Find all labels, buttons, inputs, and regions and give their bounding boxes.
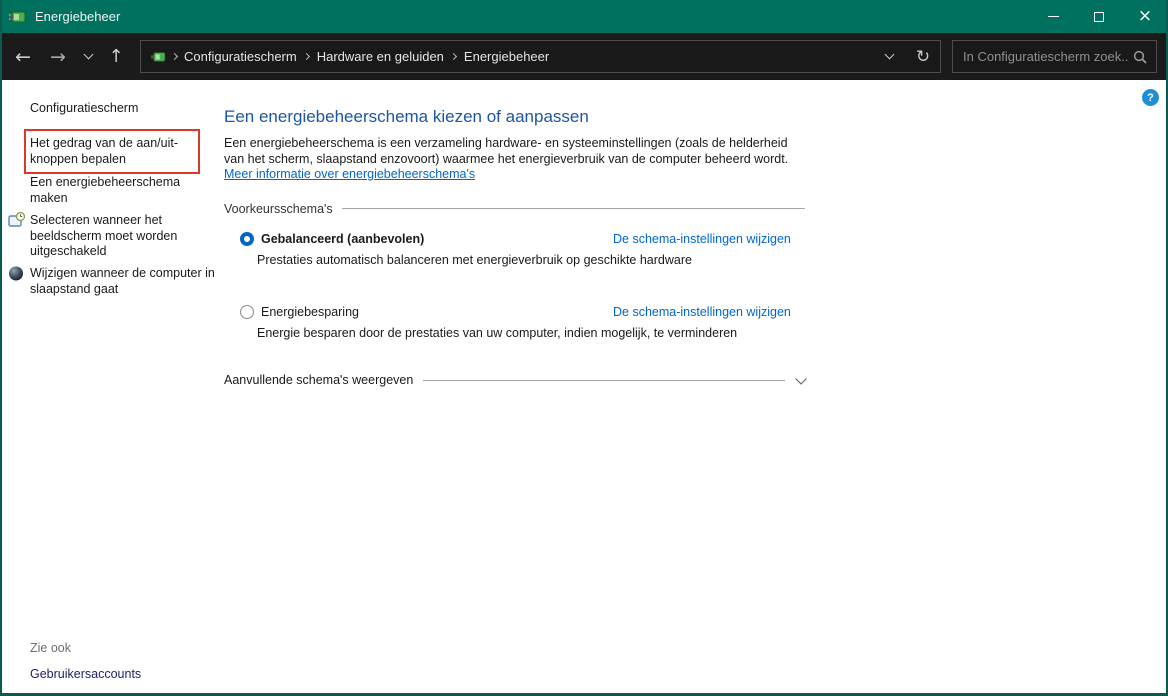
refresh-button[interactable] [906,41,940,72]
breadcrumb-power-options[interactable]: Energiebeheer [463,49,550,64]
forward-button[interactable] [42,33,74,80]
sidebar-item-control-panel-home[interactable]: Configuratiescherm [30,101,139,115]
breadcrumb-hardware-sound[interactable]: Hardware en geluiden [316,49,444,64]
search-icon[interactable] [1133,50,1147,64]
up-button[interactable] [100,33,132,80]
power-options-app-icon [9,9,26,24]
sidebar-item-label: Wijzigen wanneer de computer in slaapstand gaat [30,266,215,296]
plan-description-power-saver: Energie besparen door de prestaties van uw computer, indien mogelijk, te verminderen [257,325,738,340]
sidebar-item-label: Het gedrag van de aan/uit-knoppen bepalen [30,136,179,166]
forward-icon: → [50,45,66,68]
title-bar [0,0,1168,33]
additional-plans-divider [423,380,785,381]
minimize-button[interactable] [1030,0,1076,33]
plan-name-power-saver[interactable]: Energiebesparing [261,304,359,319]
expand-chevron-icon[interactable] [797,370,805,388]
more-info-link[interactable]: Meer informatie over energiebeheerschema's [224,167,476,181]
close-button[interactable] [1122,0,1168,33]
recent-pages-button[interactable] [76,33,100,80]
section-divider [342,208,805,209]
radio-balanced[interactable] [240,232,254,246]
back-icon: ← [15,45,31,68]
address-bar[interactable] [140,40,941,73]
breadcrumb-separator-icon [166,54,182,59]
breadcrumb-power-icon [151,50,166,63]
breadcrumb-separator-icon [299,54,315,59]
help-icon: ? [1147,91,1154,104]
plan-description-balanced: Prestaties automatisch balanceren met energieverbruik op geschikte hardware [257,252,692,267]
description-text: Een energiebeheerschema is een verzameling hardware- en systeeminstellingen (zoals de helderheid van het scherm, slaapstand enzovoort) waarmee het energieverbruik van de computer beheerd wordt. [224,136,789,166]
plan-name-balanced[interactable]: Gebalanceerd (aanbevolen) [261,231,425,246]
sidebar-item-user-accounts[interactable]: Gebruikersaccounts [30,667,142,681]
change-plan-settings-link-balanced[interactable]: De schema-instellingen wijzigen [613,231,791,246]
refresh-icon: ↻ [915,46,931,67]
up-icon: ↑ [108,46,124,67]
help-button[interactable] [1142,89,1159,106]
page-description [224,136,802,183]
sleep-sphere-icon [8,265,25,282]
breadcrumb-separator-icon [446,54,462,59]
sidebar-item-label: Selecteren wanneer het beeldscherm moet worden uitgeschakeld [30,213,178,258]
minimize-icon [1048,16,1059,17]
additional-plans-label: Aanvullende schema's weergeven [224,373,414,387]
chevron-down-icon [884,50,894,60]
additional-plans-row[interactable] [224,373,805,388]
preferred-plans-section [224,202,805,216]
plan-row-power-saver [224,304,808,320]
window-title: Energiebeheer [35,9,121,24]
navigation-bar [0,33,1168,80]
sidebar-item-label: Een energiebeheerschema maken [30,175,181,205]
sidebar-item-display-off[interactable] [8,213,212,260]
preferred-plans-label: Voorkeursschema's [224,201,333,216]
main-panel [224,80,808,388]
back-button[interactable] [6,33,40,80]
address-dropdown-button[interactable] [872,41,906,72]
search-input[interactable] [953,49,1133,64]
sidebar-item-power-buttons-highlighted[interactable] [24,129,200,174]
sidebar-item-sleep-settings[interactable] [8,266,218,297]
see-also-header: Zie ook [30,641,71,655]
close-icon: × [1137,6,1153,26]
display-clock-icon [8,212,25,229]
maximize-icon [1094,12,1104,22]
plan-row-balanced [224,231,808,247]
sidebar-item-create-power-plan[interactable] [30,175,200,206]
change-plan-settings-link-power-saver[interactable]: De schema-instellingen wijzigen [613,304,791,319]
radio-power-saver[interactable] [240,305,254,319]
maximize-button[interactable] [1076,0,1122,33]
chevron-down-icon [83,50,93,60]
content-area [0,80,1168,696]
breadcrumb-control-panel[interactable]: Configuratiescherm [184,49,297,64]
page-title: Een energiebeheerschema kiezen of aanpassen [224,107,589,126]
sidebar [0,80,224,696]
search-box[interactable] [952,40,1157,73]
